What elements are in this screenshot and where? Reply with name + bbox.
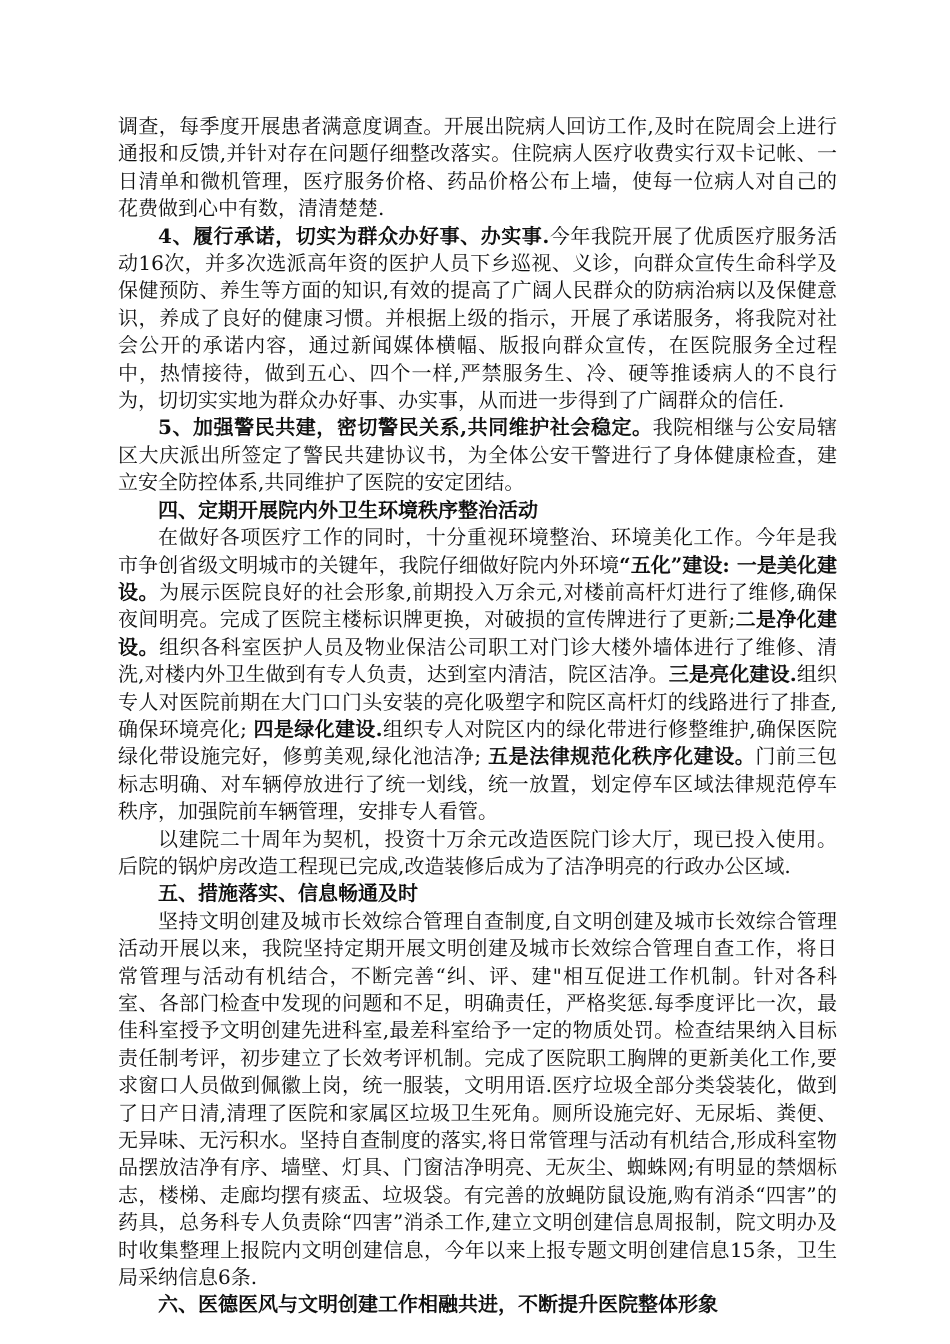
bold-text-run: “五化”建设: 一是美化建设。	[118, 552, 837, 604]
text-run: 在做好各项医疗工作的同时，十分重视环境整治、环境美化工作。今年是我市争创省级文明城市的关键年，我院仔细做好院内外环境	[118, 525, 837, 577]
bold-text-run: 四、定期开展院内外卫生环境秩序整治活动	[158, 497, 538, 522]
text-run: 我院相继与公安局辖区大庆派出所签定了警民共建协议书，为全体公安干警进行了身体健康检查，建立安全防控体系,共同维护了医院的安定团结。	[118, 415, 837, 495]
body-paragraph	[118, 826, 837, 881]
text-run: 以建院二十周年为契机，投资十万余元改造医院门诊大厅，现已投入使用。后院的锅炉房改造工程现已完成,改造装修后成为了洁净明亮的行政办公区域.	[118, 826, 837, 878]
text-run: 为展示医院良好的社会形象,前期投入万余元,对楼前高杆灯进行了维修,确保夜间明亮。完成了医院主楼标识牌更换，对破损的宣传牌进行了更新;	[118, 579, 837, 632]
body-paragraph	[118, 524, 837, 825]
text-run: 今年我院开展了优质医疗服务活动16次，并多次选派高年资的医护人员下乡巡视、义诊，向群众宣传生命科学及保健预防、养生等方面的知识,有效的提高了广阔人民群众的防病治病以及保健意识，养成了良好的健康习惯。并根据上级的指示，开展了承诺服务，将我院对社会公开的承诺内容，通过新闻媒体横幅、版报向群众宣传，在医院服务全过程中，热情接待，做到五心、四个一样,严禁服务生、冷、硬等推诿病人的不良行为，切切实实地为群众办好事、办实事，从而进一步得到了广阔群众的信任.	[118, 223, 837, 413]
bold-text-run: 二是净化建设。	[118, 607, 838, 659]
section-heading	[118, 1291, 837, 1318]
bold-text-run: 六、医德医风与文明创建工作相融共进，不断提升医院整体形象	[158, 1292, 718, 1317]
section-heading	[118, 880, 837, 907]
bold-text-run: 五是法律规范化秩序化建设。	[488, 744, 756, 769]
body-paragraph	[118, 223, 837, 415]
text-run: 组织各科室医护人员及物业保洁公司职工对门诊大楼外墙体进行了维修、清洗,对楼内外卫生做到有专人负责，达到室内清洁，院区洁净。	[118, 634, 838, 687]
text-run: 组织专人对院区内的绿化带进行修整维护,确保医院绿化带设施完好，修剪美观,绿化池洁净;	[118, 716, 837, 769]
body-paragraph	[118, 908, 837, 1292]
section-heading	[118, 497, 837, 524]
bold-text-run: 三是亮化建设.	[668, 662, 797, 687]
bold-text-run: 五、措施落实、信息畅通及时	[158, 881, 418, 906]
text-run: 调查，每季度开展患者满意度调查。开展出院病人回访工作,及时在院周会上进行通报和反馈,并针对存在问题仔细整改落实。住院病人医疗收费实行双卡记帐、一日清单和微机管理，医疗服务价格、药品价格公布上墙，使每一位病人对自己的花费做到心中有数，清清楚楚.	[118, 114, 837, 221]
bold-text-run: 四是绿化建设.	[253, 716, 383, 741]
bold-text-run: 5、加强警民共建，密切警民关系,共同维护社会稳定。	[158, 415, 653, 440]
text-run: 门前三包标志明确、对车辆停放进行了统一划线，统一放置，划定停车区域法律规范停车秩序，加强院前车辆管理，安排专人看管。	[118, 744, 838, 824]
text-run: 坚持文明创建及城市长效综合管理自查制度,自文明创建及城市长效综合管理活动开展以来，我院坚持定期开展文明创建及城市长效综合管理自查工作，将日常管理与活动有机结合，不断完善“纠、评、建"相互促进工作机制。针对各科室、各部门检查中发现的问题和不足，明确责任，严格奖惩.每季度评比一次，最佳科室授予文明创建先进科室,最差科室给予一定的物质处罚。检查结果纳入目标责任制考评，初步建立了长效考评机制。完成了医院职工胸牌的更新美化工作,要求窗口人员做到佩徽上岗，统一服装，文明用语.医疗垃圾全部分类袋装化，做到了日产日清,清理了医院和家属区垃圾卫生死角。厕所设施完好、无尿垢、粪便、无异味、无污积水。坚持自查制度的落实,将日常管理与活动有机结合,形成科室物品摆放洁净有序、墙壁、灯具、门窗洁净明亮、无灰尘、蜘蛛网;有明显的禁烟标志，楼梯、走廊均摆有痰盂、垃圾袋。有完善的放蝇防鼠设施,购有消杀“四害”的药具，总务科专人负责除“四害”消杀工作,建立文明创建信息周报制，院文明办及时收集整理上报院内文明创建信息，今年以来上报专题文明创建信息15条，卫生局采纳信息6条.	[118, 908, 837, 1290]
body-paragraph	[118, 414, 837, 496]
body-paragraph	[118, 113, 837, 223]
text-run: 组织专人对医院前期在大门口门头安装的亮化吸塑字和院区高杆灯的线路进行了排查,确保环境亮化;	[118, 662, 838, 741]
bold-text-run: 4、履行承诺，切实为群众办好事、办实事.	[158, 223, 550, 248]
